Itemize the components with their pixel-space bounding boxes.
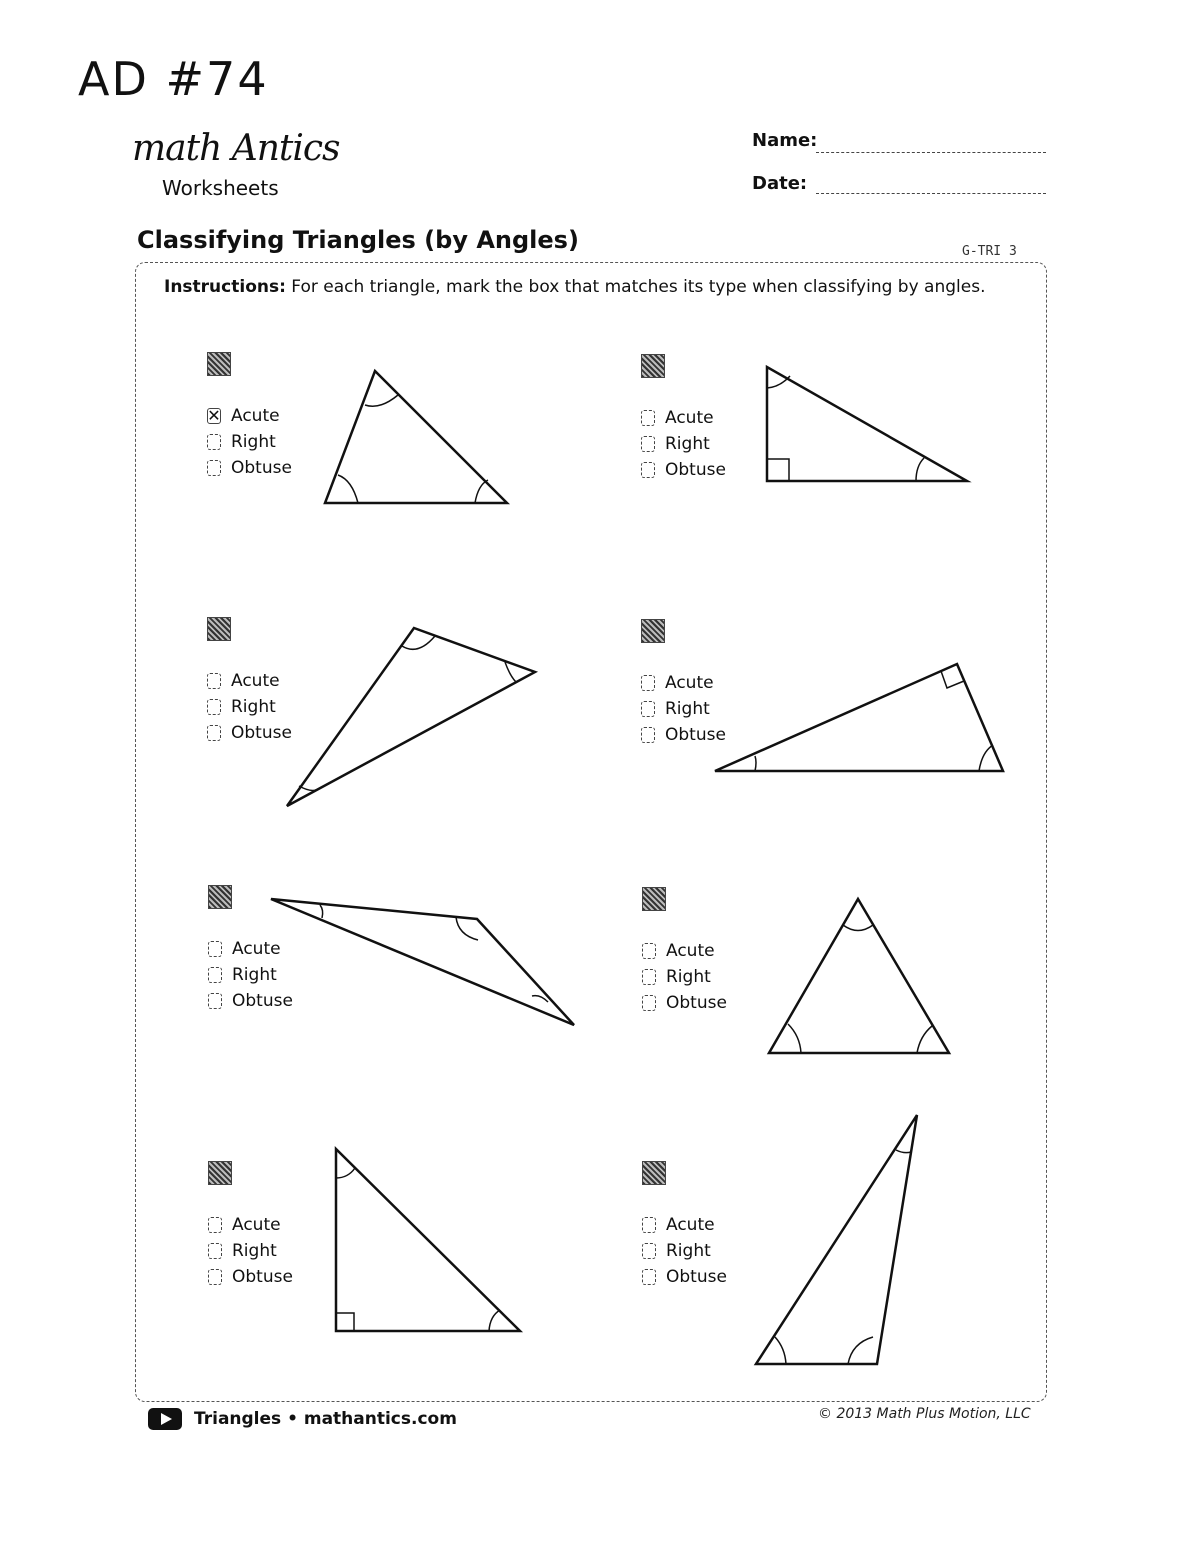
option-label: Right — [666, 1241, 711, 1261]
checkbox[interactable]: ✕ — [207, 406, 221, 425]
option-label: Acute — [232, 939, 281, 959]
triangle-6 — [769, 899, 949, 1053]
option-label: Obtuse — [666, 993, 727, 1013]
option-label: Right — [666, 967, 711, 987]
handwritten-note: AD #74 — [78, 52, 269, 106]
video-play-icon — [148, 1408, 182, 1430]
copyright: © 2013 Math Plus Motion, LLC — [818, 1406, 1031, 1422]
option-label: Right — [231, 697, 276, 717]
instructions-label: Instructions: — [164, 277, 286, 297]
worksheet-code: G-TRI 3 — [962, 244, 1017, 259]
option-label: Obtuse — [231, 723, 292, 743]
option-label: Acute — [665, 408, 714, 428]
option-label: Right — [232, 965, 277, 985]
footer-text: Triangles • mathantics.com — [194, 1409, 457, 1429]
option-label: Obtuse — [231, 458, 292, 478]
option-label: Right — [665, 699, 710, 719]
option-label: Obtuse — [232, 1267, 293, 1287]
logo-subtitle: Worksheets — [162, 176, 279, 200]
option-label: Obtuse — [666, 1267, 727, 1287]
triangle-3 — [287, 628, 535, 806]
option-label: Obtuse — [665, 460, 726, 480]
option-label: Right — [231, 432, 276, 452]
footer-link[interactable] — [148, 1408, 457, 1430]
option-label: Acute — [231, 406, 280, 426]
option-label: Right — [232, 1241, 277, 1261]
option-label: Acute — [232, 1215, 281, 1235]
option-label: Acute — [666, 1215, 715, 1235]
triangle-4 — [715, 664, 1003, 771]
name-label: Name: — [752, 130, 818, 151]
date-label: Date: — [752, 173, 808, 194]
option-label: Acute — [665, 673, 714, 693]
option-label: Acute — [666, 941, 715, 961]
triangle-2 — [767, 367, 967, 481]
option-label: Obtuse — [665, 725, 726, 745]
triangle-7 — [336, 1149, 520, 1331]
triangle-5 — [271, 899, 574, 1025]
instructions-text: For each triangle, mark the box that matches its type when classifying by angles. — [291, 277, 986, 297]
option-label: Obtuse — [232, 991, 293, 1011]
option-label: Right — [665, 434, 710, 454]
logo-title: math Antics — [132, 128, 340, 169]
page-title: Classifying Triangles (by Angles) — [137, 226, 579, 254]
triangle-1 — [325, 371, 507, 503]
triangle-8 — [756, 1115, 917, 1364]
option-label: Acute — [231, 671, 280, 691]
